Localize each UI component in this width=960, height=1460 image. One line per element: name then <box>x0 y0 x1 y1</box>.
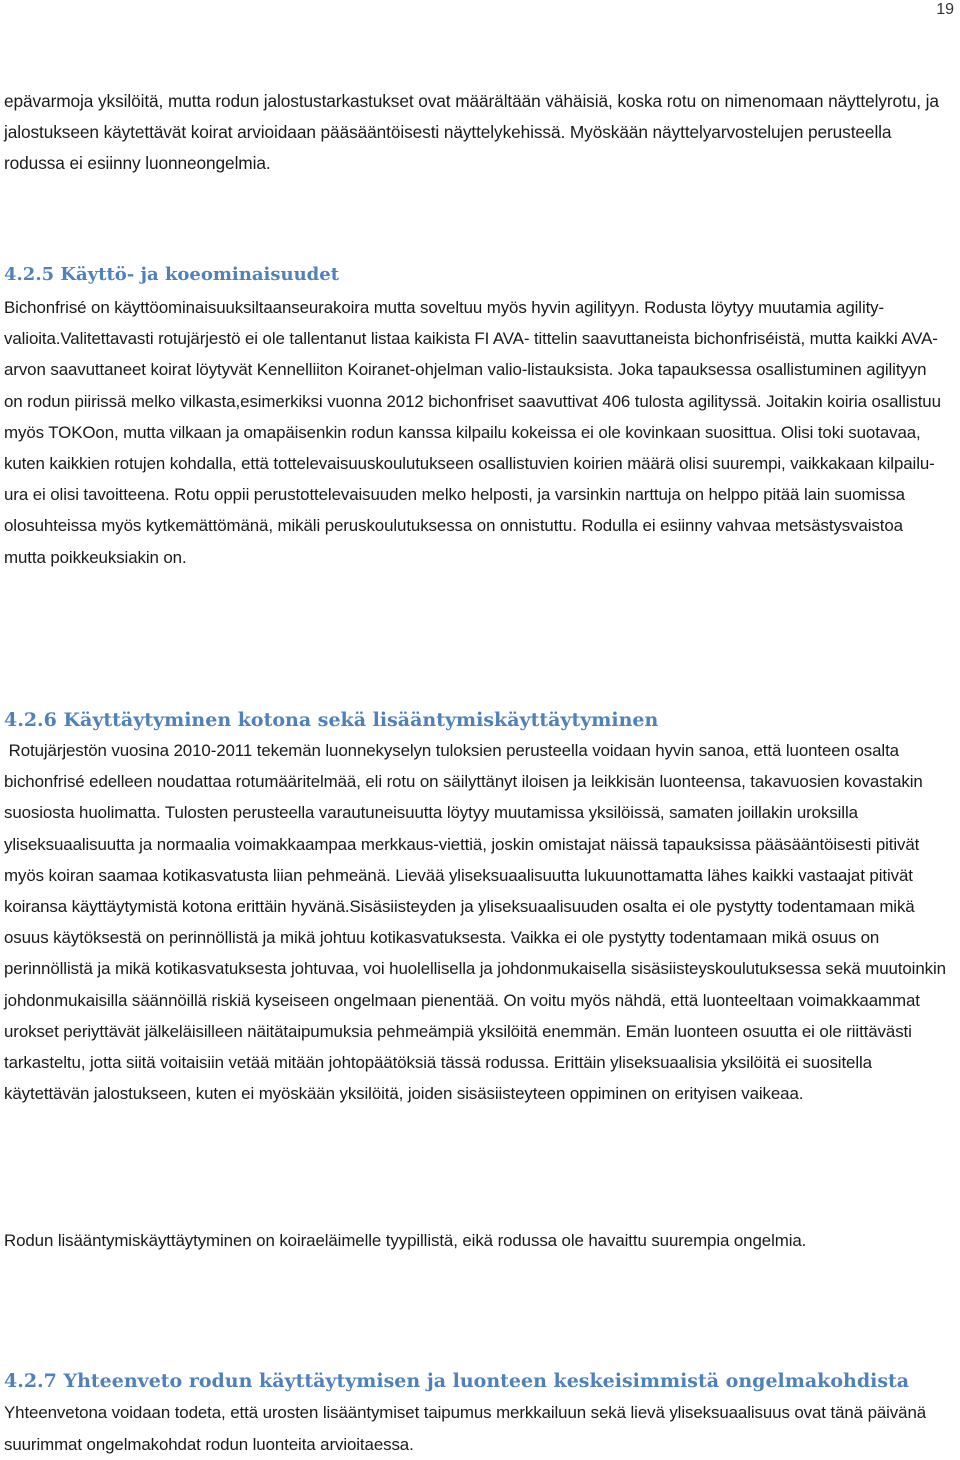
section-heading-4-2-7: 4.2.7 Yhteenveto rodun käyttäytymisen ja luonteen keskeisimmistä ongelmakohdista <box>4 1370 910 1392</box>
section-body-4-2-6: Rotujärjestön vuosina 2010-2011 tekemän luonnekyselyn tuloksien perusteella voidaan hyvin sanoa, että luonteen osalta bichonfrisé edelleen noudattaa rotumääritelmää, eli rotu on säilyttänyt iloisen ja leikkisän luonteensa, takavuosien kovastakin suosiosta huolimatta. Tulosten perusteella varautuneisuutta löytyy muutamissa yksilöissä, samaten joillakin uroksilla yliseksuaalisuutta ja normaalia voimakkaampaa merkkaus-viettiä, joskin omistajat näissä tapauksissa pääsääntöisesti pitivät myös koiran saamaa kotikasvatusta liian pehmeänä. Lievää yliseksuaalisuutta lukuunottamatta lähes kaikki vastaajat pitivät koiransa käyttäytymistä kotona erittäin hyvänä.Sisäsiisteyden ja yliseksuaalisuuden osalta ei ole pystytty todentamaan mikä osuus käytöksestä on perinnöllistä ja mikä johtuu kotikasvatuksesta. Vaikka ei ole pystytty todentamaan mikä osuus on perinnöllistä ja mikä kotikasvatuksesta johtuvaa, voi huolellisella ja johdonmukaisella sisäsiisteyskoulutuksessa sekä muutoinkin johdonmukaisilla säännöillä riskiä kyseiseen ongelmaan pienentää. On voitu myös nähdä, että luonteeltaan voimakkaammat urokset periyttävät jälkeläisilleen näitätaipumuksia pehmeämpiä yksilöitä enemmän. Emän luonteen osuutta ei ole riittävästi tarkasteltu, jotta siitä voitaisiin vetää mitään johtopäätöksiä tässä rodussa. Erittäin yliseksuaalisia yksilöitä ei suositella käytettävän jalostukseen, kuten ei myöskään yksilöitä, joiden sisäsiisteyteen oppiminen on erityisen vaikeaa. <box>4 741 946 1104</box>
section-heading-4-2-6: 4.2.6 Käyttäytyminen kotona sekä lisääntymiskäyttäytyminen <box>4 709 659 731</box>
section-body-4-2-5: Bichonfrisé on käyttöominaisuuksiltaanseurakoira mutta soveltuu myös hyvin agilityyn. Rodusta löytyy muutamia agility-valioita.Valitettavasti rotujärjestö ei ole tallentanut listaa kaikista FI AVA- tittelin saavuttaneista bichonfriséistä, mutta kaikki AVA-arvon saavuttaneet koirat löytyvät Kennelliiton Koiranet-ohjelman valio-listauksista. Joka tapauksessa osallistuminen agilityyn on rodun piirissä melko vilkasta,esimerkiksi vuonna 2012 bichonfriset saavuttivat 406 tulosta agilityssä. Joitakin koiria osallistuu myös TOKOon, mutta vilkaan ja omapäisenkin rodun kanssa kilpailu kokeissa ei ole kovinkaan suosittua. Olisi toki suotavaa, kuten kaikkien rotujen kohdalla, että tottelevaisuuskoulutukseen osallistuvien koirien määrä olisi suurempi, vaikkakaan kilpailu-ura ei olisi tavoitteena. Rotu oppii perustottelevaisuuden melko helposti, ja varsinkin narttuja on helppo pitää lain suomissa olosuhteissa myös kytkemättömänä, mikäli peruskoulutuksessa on onnistuttu. Rodulla ei esiinny vahvaa metsästysvaistoa mutta poikkeuksiakin on. <box>4 298 941 567</box>
section-body-4-2-6-second: Rodun lisääntymiskäyttäytyminen on koiraeläimelle tyypillistä, eikä rodussa ole havaittu suurempia ongelmia. <box>4 1231 807 1250</box>
section-heading-4-2-5: 4.2.5 Käyttö- ja koeominaisuudet <box>4 264 340 285</box>
section-body-4-2-7: Yhteenvetona voidaan todeta, että urosten lisääntymiset taipumus merkkailuun sekä lievä yliseksuaalisuus ovat tänä päivänä suurimmat ongelmakohdat rodun luonteita arvioitaessa. <box>4 1403 927 1454</box>
paragraph-intro: epävarmoja yksilöitä, mutta rodun jalostustarkastukset ovat määrältään vähäisiä, koska rotu on nimenomaan näyttelyrotu, ja jalostukseen käytettävät koirat arvioidaan pääsääntöisesti näyttelykehissä. Myöskään näyttelyarvostelujen perusteella rodussa ei esiinny luonneongelmia. <box>4 91 939 173</box>
page-number: 19 <box>936 1 954 18</box>
